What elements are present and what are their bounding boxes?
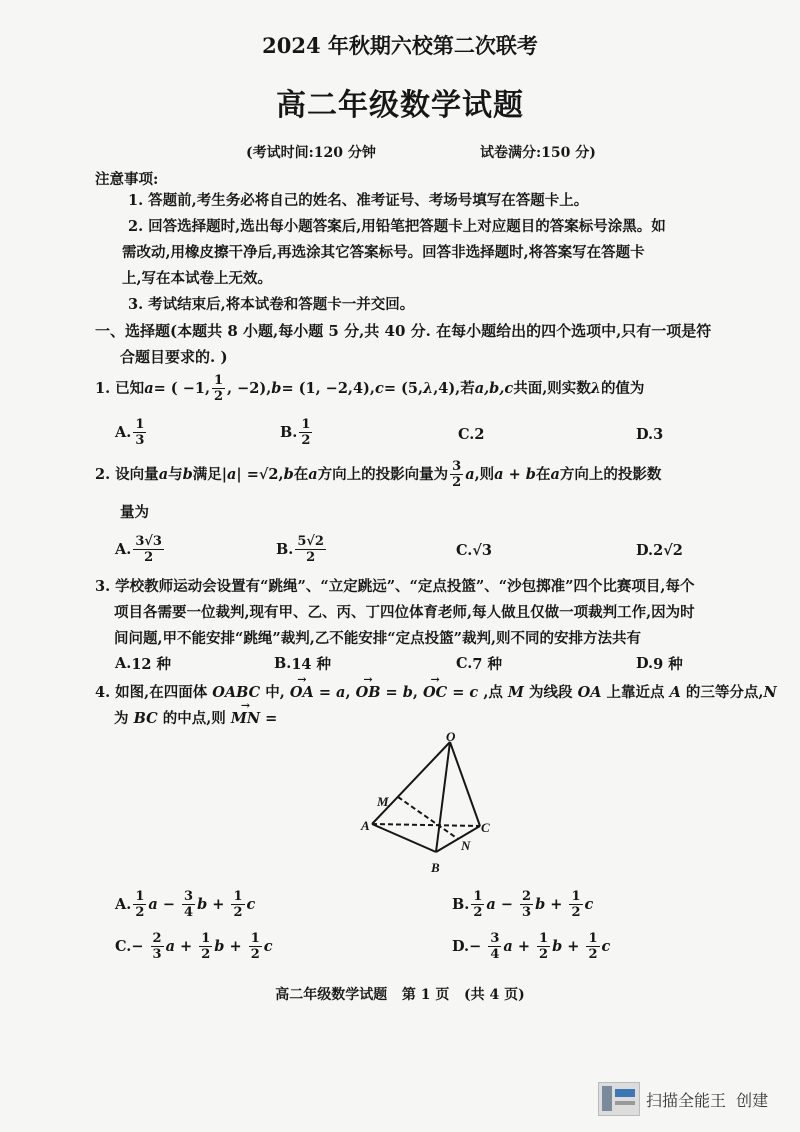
fraction: $\frac{1}{2}$ (539, 931, 549, 962)
q2-option-c: C. √3 (456, 542, 492, 559)
expression-part: − (131, 938, 149, 955)
question-3-line-1: 3. 学校教师运动会设置有“跳绳”、“立定跳远”、“定点投篮”、“沙包掷准”四个比赛项目,每个 (95, 578, 695, 595)
edge-oc (450, 742, 480, 826)
q3-option-b: B. 14 种 (274, 655, 332, 673)
option-label: D. (452, 938, 470, 955)
notice-item-1: 1. 答题前,考生务必将自己的姓名、准考证号、考场号填写在答题卡上。 (128, 192, 589, 209)
expression-part: − (469, 938, 487, 955)
edge-ob (436, 742, 450, 852)
q1-option-d: D. 3 (636, 426, 664, 443)
notice-item-2b: 需改动,用橡皮擦干净后,再选涂其它答案标号。回答非选择题时,将答案写在答题卡 (122, 244, 645, 261)
expression-part: b + (552, 938, 585, 955)
q4-option-d (452, 932, 610, 961)
expression-part: c (601, 938, 611, 955)
expression-part: c (246, 896, 256, 913)
option-label: C. (115, 938, 132, 955)
q1-option-a: A. $\frac{1}{3}$ (115, 417, 145, 448)
question-4-line-1: 4. 如图,在四面体 OABC 中, → OA = a, → OB = b, → OC = c ,点 M 为线段 OA 上靠近点 A 的三等分点,N (95, 680, 777, 706)
watermark-text: 扫描全能王 创建 (646, 1091, 769, 1110)
fraction: $\frac{2}{3}$ (522, 889, 532, 920)
q1-option-c: C. 2 (458, 426, 485, 443)
expression-part: b + (197, 896, 230, 913)
scanner-logo (598, 1082, 640, 1116)
fraction: $\frac{1}{2}$ (588, 931, 598, 962)
expression-part: c (263, 938, 273, 955)
question-1: 1. 已知 a = ( −1, $\frac{1}{2}$ , −2), b = (1, −2,4), c = (5, λ ,4),若 a,b,c 共面,则实数 λ 的值为 (95, 373, 645, 404)
notice-heading: 注意事项: (95, 171, 159, 188)
question-2-cont: 量为 (120, 504, 149, 521)
expression-part: a + (503, 938, 536, 955)
section-heading: 一、选择题(本题共 8 小题,每小题 5 分,共 40 分. 在每小题给出的四个选项中,只有一项是符 (95, 322, 712, 340)
fraction: $\frac{1}{2}$ (135, 889, 145, 920)
notice-item-3: 3. 考试结束后,将本试卷和答题卡一并交回。 (128, 296, 415, 313)
q4-option-a (115, 890, 255, 919)
q3-option-c: C. 7 种 (456, 655, 502, 673)
label-c: C (481, 820, 490, 835)
fraction: $\frac{1}{2}$ (233, 889, 243, 920)
exam-name: 2024 年秋期六校第二次联考 (262, 33, 538, 58)
expression-part: a − (148, 896, 181, 913)
label-o: O (446, 729, 456, 744)
page-title: 高二年级数学试题 (276, 88, 524, 123)
page-footer: 高二年级数学试题 第 1 页 (共 4 页) (275, 987, 525, 1003)
expression-part: c (584, 896, 594, 913)
fraction: $\frac{3}{4}$ (490, 931, 500, 962)
question-4-line-2: 为 BC 的中点,则 → MN = (114, 706, 277, 732)
label-n: N (461, 838, 471, 853)
exam-score: 试卷满分:150 分) (480, 145, 596, 161)
segment-mn (398, 797, 458, 839)
edge-oa (372, 742, 450, 824)
fraction: $\frac{3}{4}$ (184, 889, 194, 920)
expression-part: b + (535, 896, 568, 913)
question-2: 2. 设向量 a 与 b 满足| a | = √2 , b 在 a 方向上的投影向量为 $\frac{3}{2}$ a ,则 a + b 在 a 方向上的投影数 (95, 459, 662, 490)
fraction: $\frac{1}{2}$ (201, 931, 211, 962)
q3-option-a: A. 12 种 (115, 655, 172, 673)
q4-option-b (452, 890, 593, 919)
q2-option-d: D. 2√2 (636, 542, 683, 559)
notice-item-2a: 2. 回答选择题时,选出每小题答案后,用铅笔把答题卡上对应题目的答案标号涂黑。如 (128, 218, 666, 235)
exam-time: (考试时间:120 分钟 (246, 145, 376, 161)
expression-part: a + (165, 938, 198, 955)
fraction: $\frac{1}{2}$ (250, 931, 260, 962)
label-b: B (431, 860, 440, 875)
q3-option-d: D. 9 种 (636, 655, 683, 673)
edge-ab (372, 824, 436, 852)
edge-ac-hidden (372, 824, 480, 826)
tetrahedron-figure (358, 728, 538, 878)
label-m: M (377, 794, 389, 809)
q1-option-b: B. $\frac{1}{2}$ (280, 417, 311, 448)
fraction: $\frac{1}{2}$ (473, 889, 483, 920)
q2-option-a: A. $\frac{3√3}{2}$ (115, 534, 162, 565)
fraction: $\frac{2}{3}$ (152, 931, 162, 962)
fraction: $\frac{1}{2}$ (571, 889, 581, 920)
q4-option-c (115, 932, 273, 961)
expression-part: a − (486, 896, 519, 913)
q2-option-b: B. $\frac{5√2}{2}$ (276, 534, 324, 565)
question-3-line-3: 间问题,甲不能安排“跳绳”裁判,乙不能安排“定点投篮”裁判,则不同的安排方法共有 (114, 630, 642, 647)
expression-part: b + (214, 938, 247, 955)
option-label: A. (115, 896, 132, 913)
section-heading-cont: 合题目要求的. ) (120, 348, 228, 366)
label-a: A (361, 818, 370, 833)
question-3-line-2: 项目各需要一位裁判,现有甲、乙、丙、丁四位体育老师,每人做且仅做一项裁判工作,因为时 (114, 604, 695, 621)
option-label: B. (452, 896, 470, 913)
notice-item-2c: 上,写在本试卷上无效。 (122, 270, 273, 287)
